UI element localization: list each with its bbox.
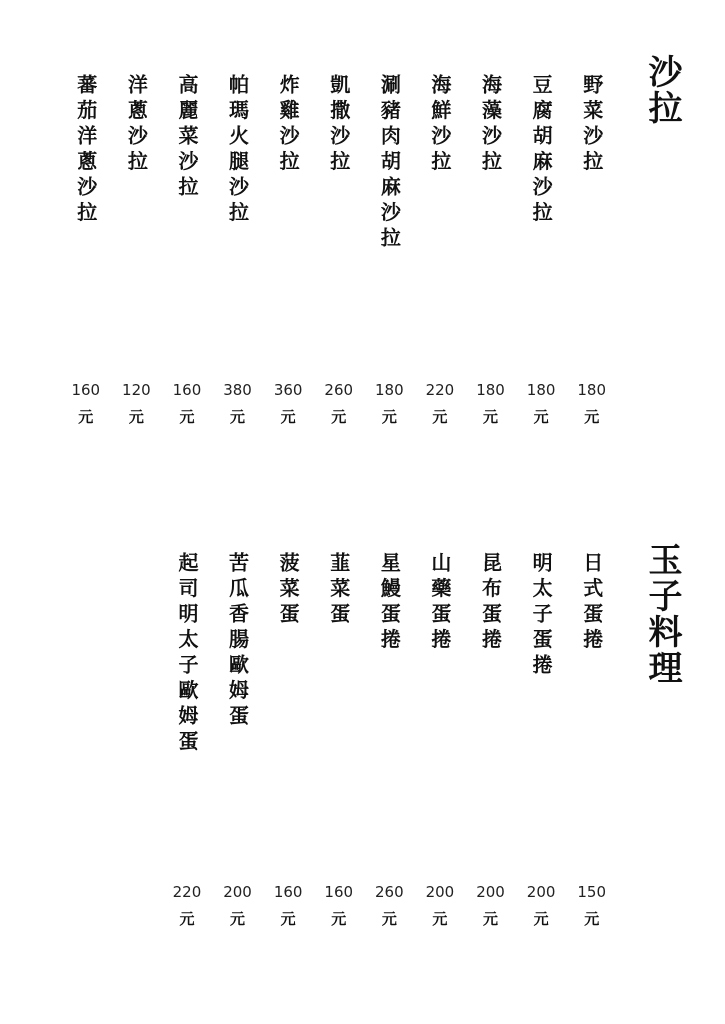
menu-item bbox=[566, 512, 617, 1024]
menu-item-name: 韮菜蛋 bbox=[326, 552, 351, 629]
menu-item-currency: 元 bbox=[584, 910, 600, 928]
menu-item-price: 150 bbox=[577, 883, 607, 901]
menu-item-currency: 元 bbox=[432, 910, 448, 928]
menu-item-currency: 元 bbox=[381, 910, 397, 928]
menu-item-price: 180 bbox=[526, 381, 556, 399]
menu-item-currency: 元 bbox=[331, 910, 347, 928]
menu-item-name: 海藻沙拉 bbox=[478, 74, 503, 176]
menu-item-price: 120 bbox=[122, 381, 151, 399]
menu-item-currency: 元 bbox=[230, 910, 246, 928]
menu-item-price: 260 bbox=[324, 381, 354, 399]
menu-item-currency: 元 bbox=[331, 408, 347, 426]
menu-item-currency: 元 bbox=[483, 910, 499, 928]
menu-item-name: 昆布蛋捲 bbox=[478, 552, 503, 654]
menu-item bbox=[60, 0, 111, 512]
menu-item-name: 日式蛋捲 bbox=[579, 552, 604, 654]
menu-item-price: 160 bbox=[71, 381, 101, 399]
menu-item-price: 380 bbox=[223, 381, 252, 399]
menu-item-name: 炸雞沙拉 bbox=[276, 74, 301, 176]
menu-item bbox=[364, 0, 415, 512]
menu-item bbox=[364, 512, 415, 1024]
menu-item bbox=[465, 512, 516, 1024]
menu-item bbox=[212, 512, 263, 1024]
menu-item-price: 200 bbox=[526, 883, 556, 901]
menu-item-price: 360 bbox=[273, 381, 303, 399]
menu-item-name: 菠菜蛋 bbox=[276, 552, 301, 629]
salad-item-list bbox=[60, 0, 617, 512]
menu-item bbox=[313, 512, 364, 1024]
menu-item-price: 260 bbox=[375, 883, 404, 901]
menu-item-name: 起司明太子歐姆蛋 bbox=[174, 552, 199, 756]
salad-section-title: 沙拉 bbox=[642, 54, 682, 126]
menu-item-name: 涮豬肉胡麻沙拉 bbox=[377, 74, 402, 253]
menu-item-name: 高麗菜沙拉 bbox=[174, 74, 199, 202]
egg-item-list bbox=[162, 512, 617, 1024]
menu-item-currency: 元 bbox=[179, 910, 195, 928]
menu-item bbox=[566, 0, 617, 512]
menu-item-name: 星鰻蛋捲 bbox=[377, 552, 402, 654]
menu-item-currency: 元 bbox=[584, 408, 600, 426]
menu-item-name: 豆腐胡麻沙拉 bbox=[529, 74, 554, 227]
menu-item bbox=[162, 0, 213, 512]
menu-item-currency: 元 bbox=[483, 408, 499, 426]
menu-item-price: 160 bbox=[324, 883, 354, 901]
menu-item-price: 200 bbox=[425, 883, 455, 901]
menu-item bbox=[162, 512, 213, 1024]
menu-item-currency: 元 bbox=[280, 910, 296, 928]
menu-item bbox=[212, 0, 263, 512]
egg-section-title: 玉子料理 bbox=[642, 542, 682, 686]
menu-item-name: 凱撒沙拉 bbox=[326, 74, 351, 176]
menu-item bbox=[516, 0, 567, 512]
menu-item-price: 180 bbox=[577, 381, 607, 399]
menu-item-name: 帕瑪火腿沙拉 bbox=[225, 74, 250, 227]
menu-item-name: 海鮮沙拉 bbox=[427, 74, 452, 176]
menu-item-name: 洋蔥沙拉 bbox=[124, 74, 149, 176]
menu-item bbox=[465, 0, 516, 512]
menu-item-currency: 元 bbox=[533, 910, 549, 928]
menu-item bbox=[313, 0, 364, 512]
menu-item-name: 蕃茄洋蔥沙拉 bbox=[73, 74, 98, 227]
menu-item-price: 180 bbox=[476, 381, 505, 399]
menu-item-price: 200 bbox=[476, 883, 505, 901]
menu-item-price: 220 bbox=[425, 381, 455, 399]
menu-item-name: 野菜沙拉 bbox=[579, 74, 604, 176]
menu-item-currency: 元 bbox=[381, 408, 397, 426]
egg-section bbox=[0, 512, 725, 1024]
menu-item-currency: 元 bbox=[128, 408, 144, 426]
menu-item bbox=[263, 512, 314, 1024]
menu-item-name: 明太子蛋捲 bbox=[529, 552, 554, 680]
menu-item-currency: 元 bbox=[432, 408, 448, 426]
menu-item-price: 200 bbox=[223, 883, 252, 901]
menu-item-currency: 元 bbox=[533, 408, 549, 426]
menu-item-price: 180 bbox=[375, 381, 404, 399]
menu-item bbox=[415, 0, 466, 512]
menu-item-price: 160 bbox=[273, 883, 303, 901]
menu-item-currency: 元 bbox=[230, 408, 246, 426]
menu-item-name: 山藥蛋捲 bbox=[427, 552, 452, 654]
menu-item bbox=[111, 0, 162, 512]
menu-item-price: 160 bbox=[172, 381, 202, 399]
menu-item bbox=[263, 0, 314, 512]
menu-item-currency: 元 bbox=[78, 408, 94, 426]
menu-item-name: 苦瓜香腸歐姆蛋 bbox=[225, 552, 250, 731]
menu-item-currency: 元 bbox=[280, 408, 296, 426]
menu-item-currency: 元 bbox=[179, 408, 195, 426]
menu-item bbox=[516, 512, 567, 1024]
menu-item-price: 220 bbox=[172, 883, 202, 901]
menu-item bbox=[415, 512, 466, 1024]
